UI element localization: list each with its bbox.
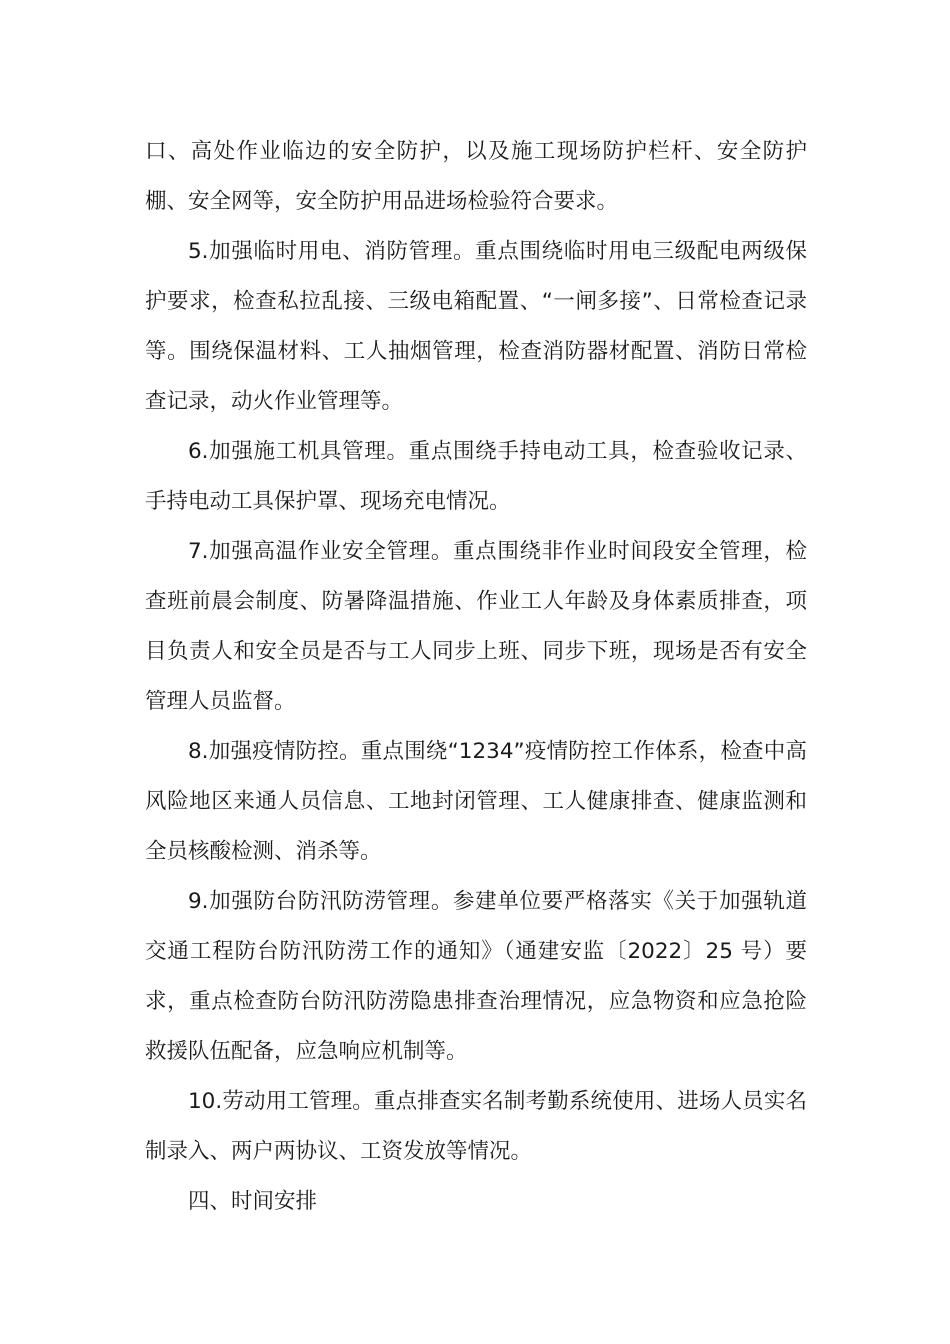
paragraph-item-8: 8.加强疫情防控。重点围绕“1234”疫情防控工作体系，检查中高风险地区来通人员信息、工地封闭管理、工人健康排查、健康监测和全员核酸检测、消杀等。 bbox=[145, 739, 807, 864]
paragraph-item-5: 5.加强临时用电、消防管理。重点围绕临时用电三级配电两级保护要求，检查私拉乱接、三级电箱配置、“一闸多接”、日常检查记录等。围绕保温材料、工人抽烟管理，检查消防器材配置、消防日常检查记录，动火作业管理等。 bbox=[145, 239, 807, 414]
section-heading: 四、时间安排 bbox=[188, 1189, 318, 1214]
paragraph-continuation: 口、高处作业临边的安全防护，以及施工现场防护栏杆、安全防护棚、安全网等，安全防护用品进场检验符合要求。 bbox=[145, 139, 807, 214]
paragraph-item-10: 10.劳动用工管理。重点排查实名制考勤系统使用、进场人员实名制录入、两户两协议、工资发放等情况。 bbox=[145, 1089, 807, 1164]
paragraph-item-6: 6.加强施工机具管理。重点围绕手持电动工具，检查验收记录、手持电动工具保护罩、现场充电情况。 bbox=[145, 439, 807, 514]
paragraph-item-7: 7.加强高温作业安全管理。重点围绕非作业时间段安全管理，检查班前晨会制度、防暑降温措施、作业工人年龄及身体素质排查，项目负责人和安全员是否与工人同步上班、同步下班，现场是否有安全管理人员监督。 bbox=[145, 539, 807, 714]
paragraph-item-9: 9.加强防台防汛防涝管理。参建单位要严格落实《关于加强轨道交通工程防台防汛防涝工作的通知》（通建安监〔2022〕25 号）要求，重点检查防台防汛防涝隐患排查治理情况，应急物资和应急抢险救援队伍配备，应急响应机制等。 bbox=[145, 889, 807, 1064]
document-body bbox=[145, 127, 807, 1227]
